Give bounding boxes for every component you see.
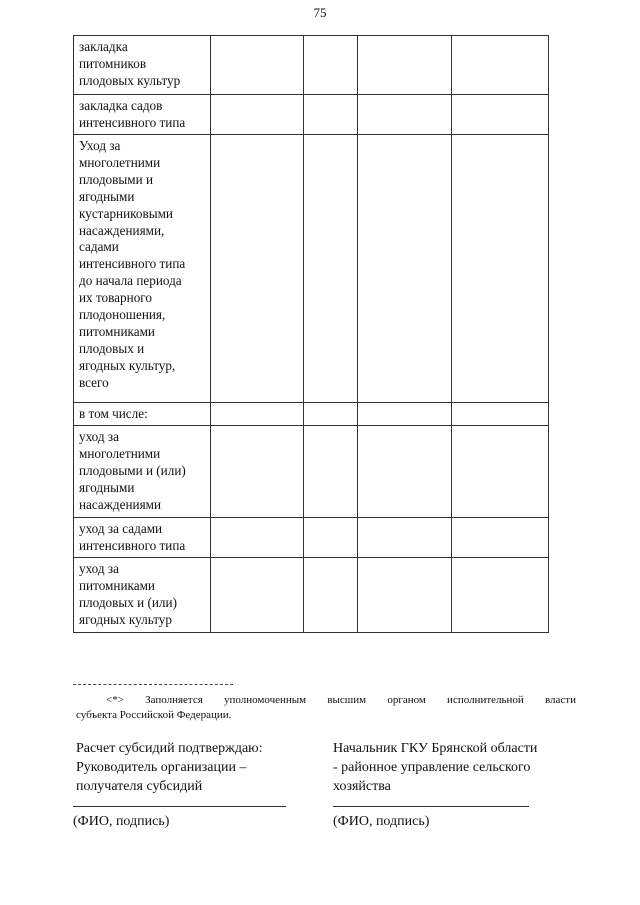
row-label: Уход за многолетними плодовыми и ягодными кустарниковыми насаждениями, садами интенсивного типа до начала периода их товарного плодоношения, питомниками плодовых и ягодных культур, всего xyxy=(79,138,186,390)
table-row xyxy=(74,36,549,95)
row-label: в том числе: xyxy=(79,406,148,421)
value-cell xyxy=(452,558,549,633)
signature-right-line-3: хозяйства xyxy=(333,779,391,794)
row-label-cell xyxy=(74,135,211,403)
row-label: закладка питомников плодовых культур xyxy=(79,39,181,88)
row-label-cell xyxy=(74,36,211,95)
table-row xyxy=(74,558,549,633)
value-cell xyxy=(358,558,452,633)
value-cell xyxy=(452,36,549,95)
page-number: 75 xyxy=(313,5,327,20)
value-cell xyxy=(452,135,549,403)
row-label-cell xyxy=(74,558,211,633)
table-row xyxy=(74,518,549,558)
value-cell xyxy=(304,558,358,633)
table-row xyxy=(74,403,549,426)
value-cell xyxy=(358,426,452,518)
signature-left-line-3: получателя субсидий xyxy=(76,779,203,794)
signature-block-right xyxy=(333,739,593,796)
fio-signature-right: (ФИО, подпись) xyxy=(333,814,430,829)
row-label: уход за садами интенсивного типа xyxy=(79,521,186,553)
value-cell xyxy=(304,95,358,135)
row-label-cell xyxy=(74,95,211,135)
row-label: закладка садов интенсивного типа xyxy=(79,98,186,130)
value-cell xyxy=(211,36,304,95)
value-cell xyxy=(452,518,549,558)
value-cell xyxy=(304,135,358,403)
subsidy-table xyxy=(73,35,549,633)
table-body xyxy=(74,36,549,633)
value-cell xyxy=(358,518,452,558)
footnote xyxy=(76,693,576,723)
value-cell xyxy=(304,426,358,518)
value-cell xyxy=(452,95,549,135)
signature-line-right xyxy=(333,806,529,807)
row-label: уход за питомниками плодовых и (или) ягодных культур xyxy=(79,561,177,627)
value-cell xyxy=(211,426,304,518)
signature-line-left xyxy=(73,806,286,807)
value-cell xyxy=(452,403,549,426)
row-label: уход за многолетними плодовыми и (или) ягодными насаждениями xyxy=(79,429,186,512)
value-cell xyxy=(211,518,304,558)
fio-signature-left: (ФИО, подпись) xyxy=(73,814,170,829)
table-row xyxy=(74,426,549,518)
value-cell xyxy=(304,36,358,95)
row-label-cell xyxy=(74,518,211,558)
value-cell xyxy=(358,403,452,426)
footnote-line-1: <*> Заполняется уполномоченным высшим органом исполнительной власти xyxy=(106,694,576,706)
value-cell xyxy=(358,135,452,403)
table-row xyxy=(74,95,549,135)
table-row xyxy=(74,135,549,403)
signature-right-line-1: Начальник ГКУ Брянской области xyxy=(333,741,538,756)
signature-block-left xyxy=(76,739,316,796)
value-cell xyxy=(304,518,358,558)
value-cell xyxy=(358,36,452,95)
signature-left-line-2: Руководитель организации – xyxy=(76,760,247,775)
value-cell xyxy=(211,403,304,426)
row-label-cell xyxy=(74,403,211,426)
value-cell xyxy=(211,558,304,633)
value-cell xyxy=(211,135,304,403)
value-cell xyxy=(304,403,358,426)
footnote-separator xyxy=(73,684,233,685)
row-label-cell xyxy=(74,426,211,518)
value-cell xyxy=(452,426,549,518)
value-cell xyxy=(211,95,304,135)
value-cell xyxy=(358,95,452,135)
footnote-line-2: субъекта Российской Федерации. xyxy=(76,709,232,721)
signature-right-line-2: - районное управление сельского xyxy=(333,760,531,775)
signature-left-line-1: Расчет субсидий подтверждаю: xyxy=(76,741,263,756)
